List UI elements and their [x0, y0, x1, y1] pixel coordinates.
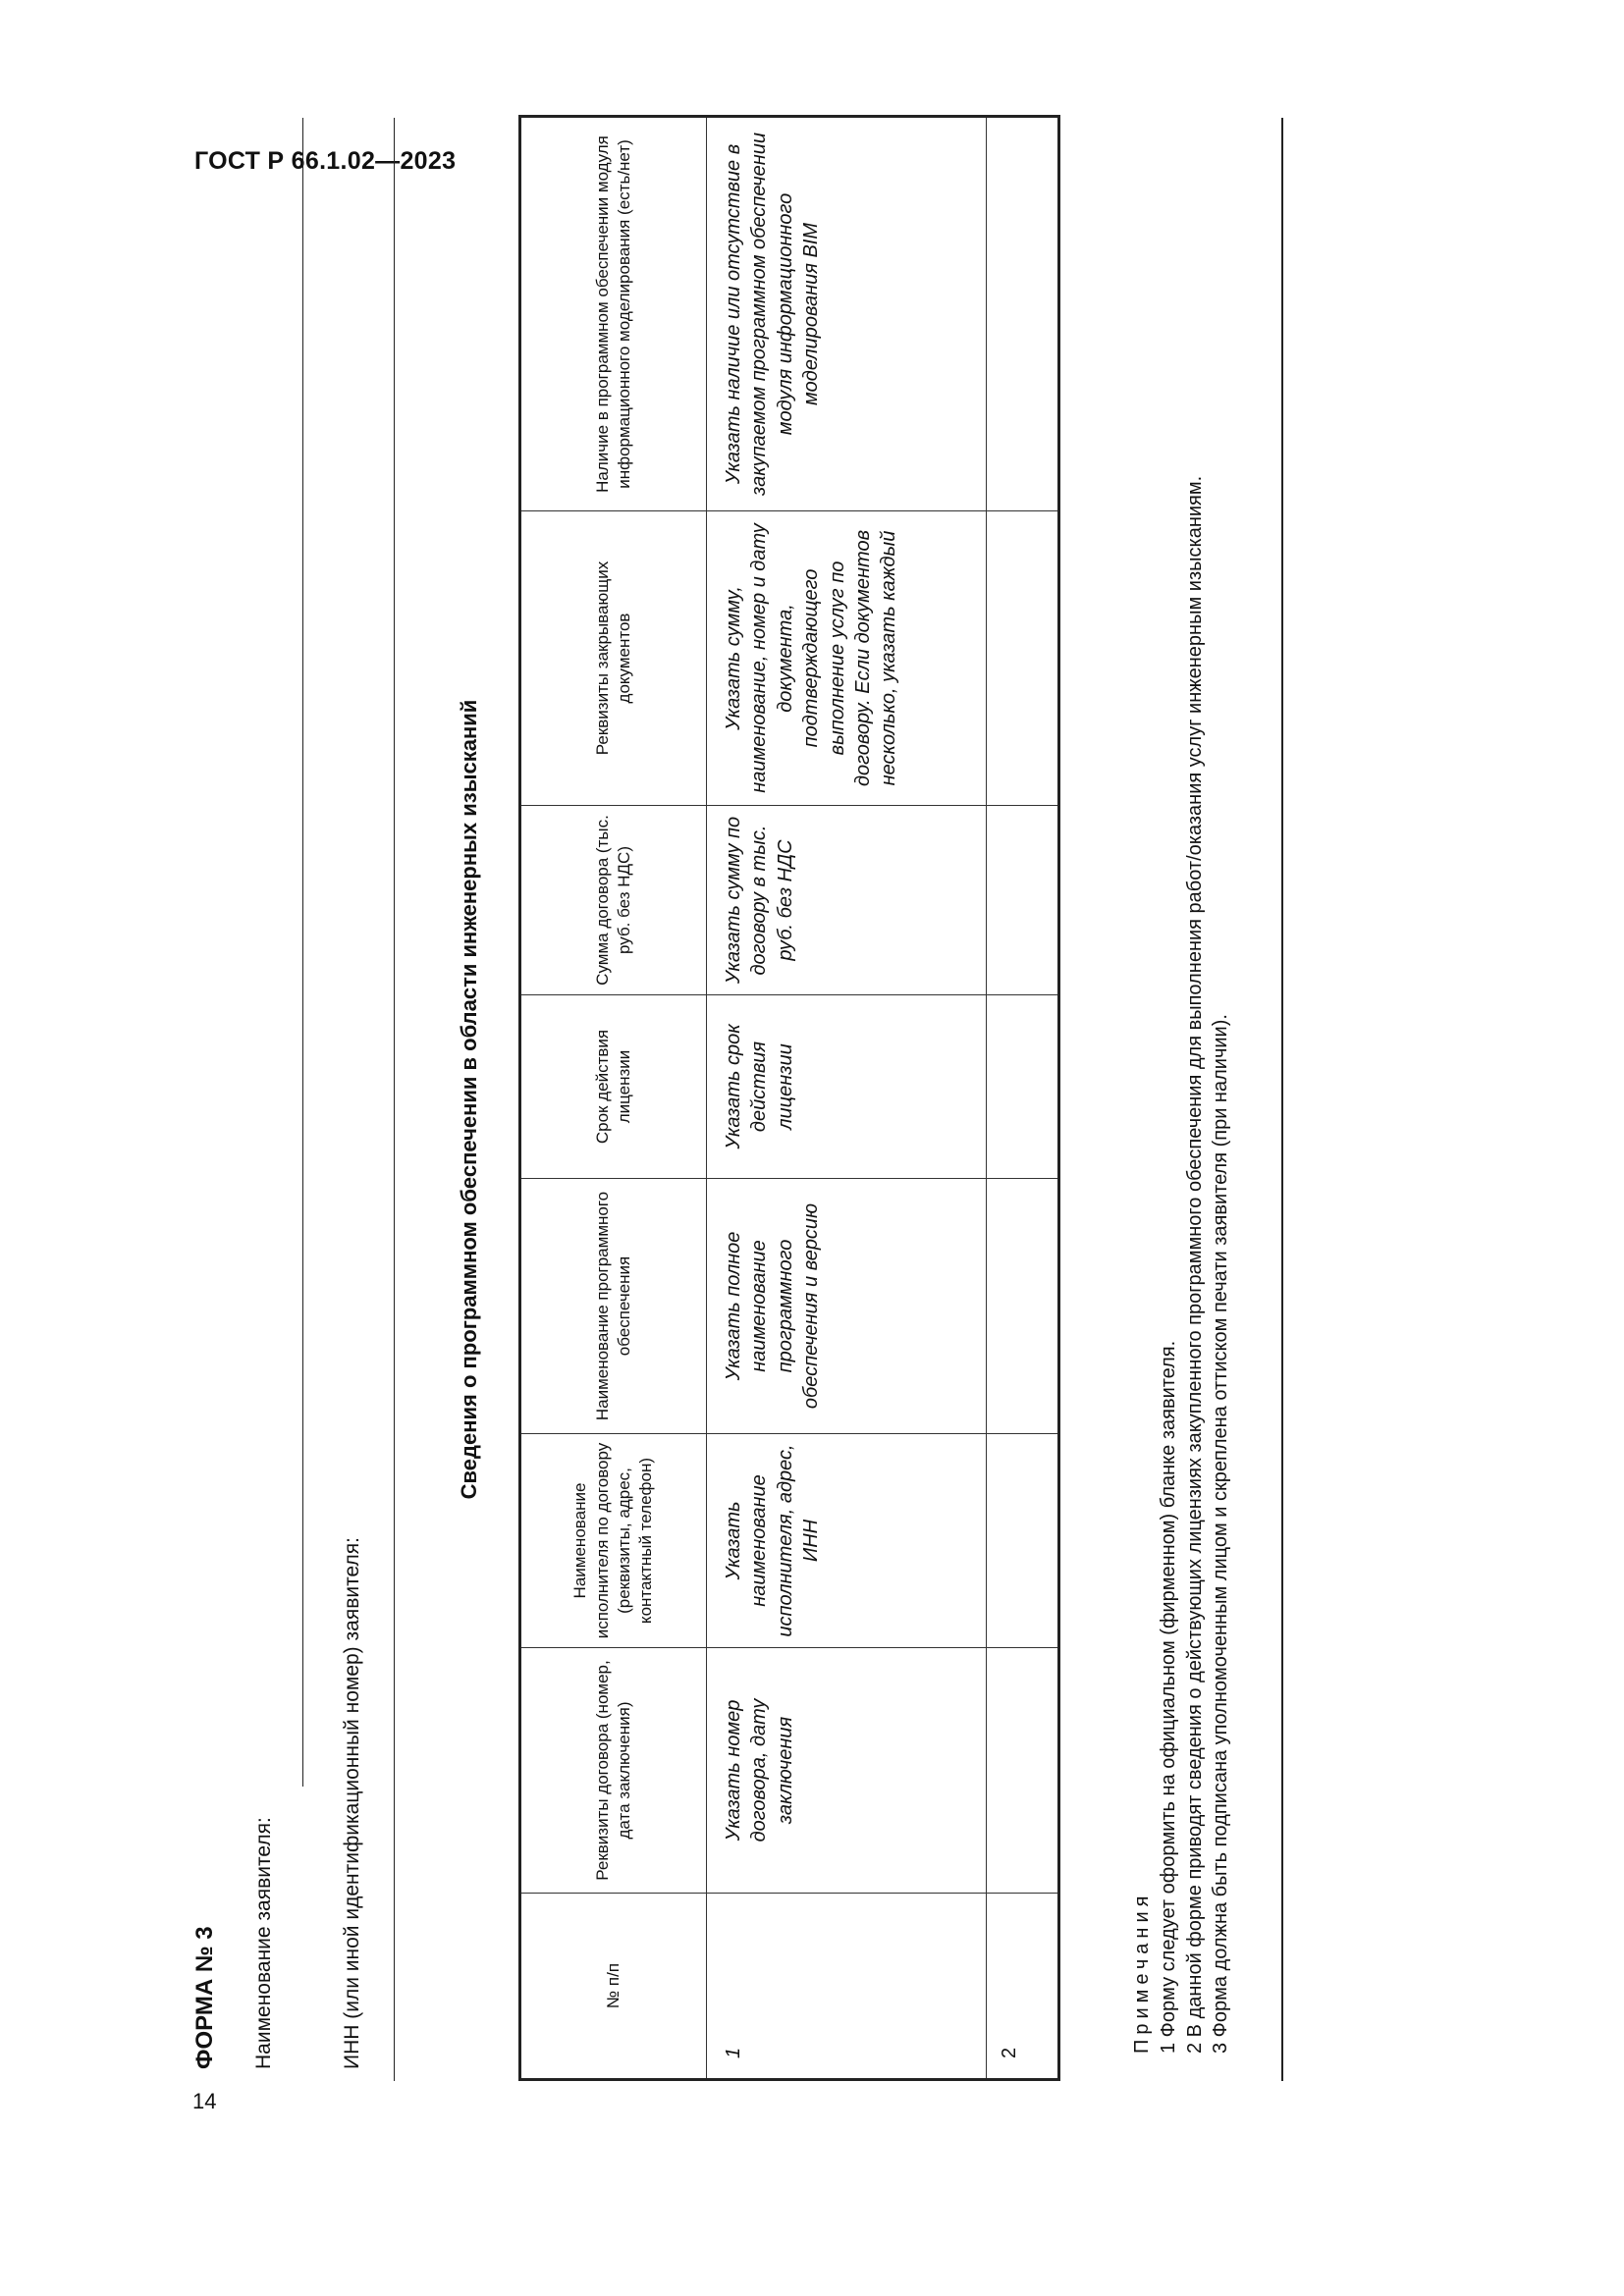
table-cell: Указать наименование исполнителя, адрес, ИНН — [707, 1434, 987, 1648]
table-cell — [987, 806, 1059, 995]
section-title: Сведения о программном обеспечении в области инженерных изысканий — [457, 699, 481, 1500]
table-cell — [987, 1179, 1059, 1434]
table-cell: Указать полное наименование программного обеспечения и версию — [707, 1179, 987, 1434]
note-item: 1 Форму следует оформить на официальном (фирменном) бланке заявителя. — [1157, 1340, 1179, 2054]
header-cell-license-term: Срок действия лицензии — [520, 995, 707, 1179]
standard-header: ГОСТ Р 66.1.02—2023 — [194, 147, 457, 175]
header-cell-software-name: Наименование программного обеспечения — [520, 1179, 707, 1434]
inn-label: ИНН (или иной идентификационный номер) заявителя: — [341, 1537, 363, 2069]
row-number: 1 — [707, 1894, 987, 2080]
table-cell — [987, 1434, 1059, 1648]
header-cell-contract-sum: Сумма договора (тыс. руб. без НДС) — [520, 806, 707, 995]
note-item: 3 Форма должна быть подписана уполномоченным лицом и скреплена оттиском печати заявителя (при наличии). — [1210, 1014, 1232, 2054]
notes-bottom-rule — [1281, 118, 1283, 2081]
page-number: 14 — [192, 2089, 217, 2113]
row-number: 2 — [987, 1894, 1059, 2080]
notes-block — [1129, 118, 1234, 2081]
header-cell-closing-docs: Реквизиты закрывающих документов — [520, 511, 707, 806]
form-title: ФОРМА № 3 — [191, 1926, 218, 2069]
notes-title: Примечания — [1131, 1891, 1153, 2054]
table-cell: Указать наличие или отсутствие в закупаемом программном обеспечении модуля информационного моделирования BIM — [707, 117, 987, 511]
software-info-table — [518, 115, 1060, 2081]
table-cell — [987, 117, 1059, 511]
table-header-row — [520, 117, 707, 2080]
rotated-form-content — [162, 20, 1537, 2081]
table-cell: Указать сумму по договору в тыс. руб. без НДС — [707, 806, 987, 995]
header-cell-contract: Реквизиты договора (номер, дата заключения) — [520, 1648, 707, 1894]
table-cell — [987, 995, 1059, 1179]
applicant-name-line — [302, 118, 303, 1787]
header-cell-number: № п/п — [520, 1894, 707, 2080]
table-cell: Указать срок действия лицензии — [707, 995, 987, 1179]
inn-line — [394, 118, 395, 2081]
table-row — [707, 117, 987, 2080]
table-cell: Указать номер договора, дату заключения — [707, 1648, 987, 1894]
applicant-name-label: Наименование заявителя: — [252, 1817, 275, 2069]
table-row — [987, 117, 1059, 2080]
table-cell — [987, 1648, 1059, 1894]
table-cell — [987, 511, 1059, 806]
note-item: 2 В данной форме приводят сведения о действующих лицензиях закупленного программного обеспечения для выполнения работ/оказания услуг инженерным изысканиям. — [1183, 475, 1206, 2054]
header-cell-bim-module: Наличие в программном обеспечении модуля информационного моделирования (есть/нет) — [520, 117, 707, 511]
table-cell: Указать сумму, наименование, номер и дату документа, подтверждающего выполнение услуг по договору. Если документов несколько, указать каждый — [707, 511, 987, 806]
header-cell-contractor: Наименование исполнителя по договору (реквизиты, адрес, контактный телефон) — [520, 1434, 707, 1648]
